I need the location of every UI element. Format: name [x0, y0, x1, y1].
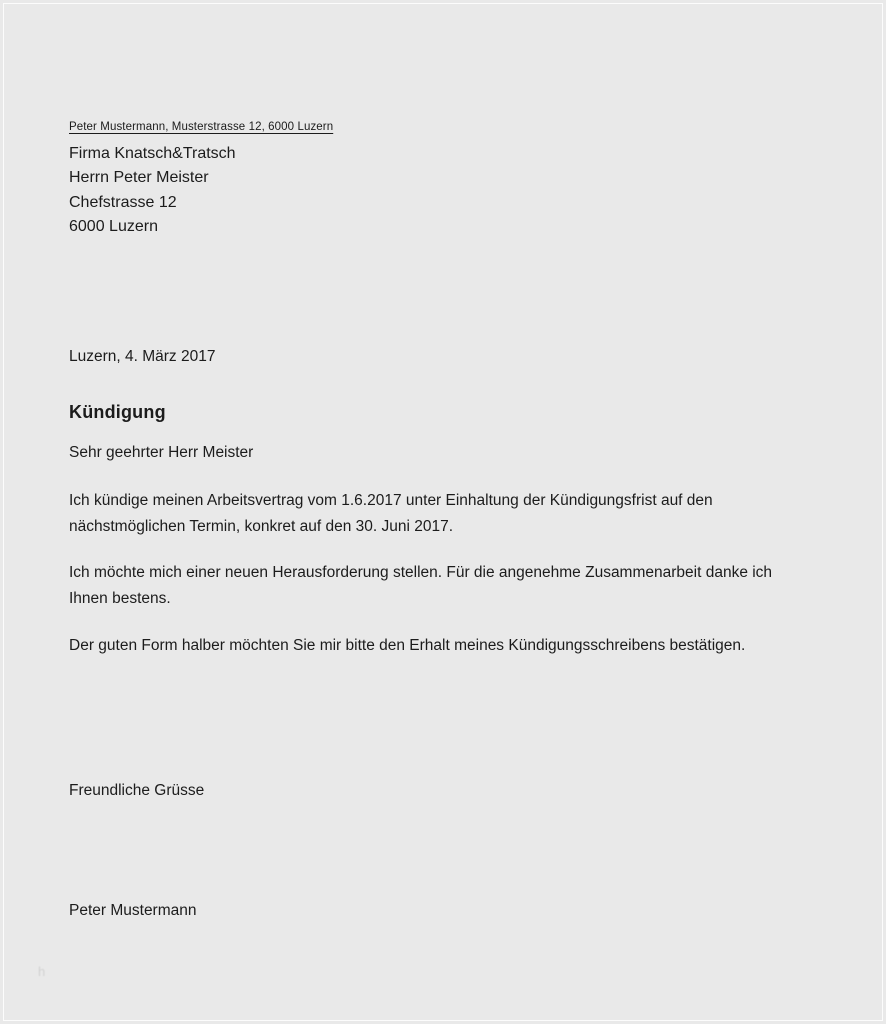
recipient-company: Firma Knatsch&Tratsch	[69, 145, 236, 162]
place-and-date: Luzern, 4. März 2017	[69, 348, 216, 365]
recipient-address-block	[69, 142, 236, 239]
subject-heading: Kündigung	[69, 402, 166, 422]
body-paragraph-confirmation-request: Der guten Form halber möchten Sie mir bitte den Erhalt meines Kündigungsschreibens bestätigen.	[69, 637, 746, 654]
recipient-city: 6000 Luzern	[69, 217, 158, 235]
signature-name: Peter Mustermann	[69, 902, 197, 919]
salutation: Sehr geehrter Herr Meister	[69, 444, 254, 461]
body-paragraph-reason: Ich möchte mich einer neuen Herausforderung stellen. Für die angenehme Zusammenarbeit danke ich Ihnen bestens.	[69, 564, 773, 607]
recipient-name: Herrn Peter Meister	[69, 169, 209, 187]
recipient-street: Chefstrasse 12	[69, 193, 177, 211]
closing-phrase: Freundliche Grüsse	[69, 782, 205, 799]
scan-smudge-artifact: h	[38, 964, 46, 979]
body-paragraph-termination: Ich kündige meinen Arbeitsvertrag vom 1.6.2017 unter Einhaltung der Kündigungsfrist auf den nächstmöglichen Termin, konkret auf den 30. Juni 2017.	[69, 492, 713, 535]
sender-address-line: Peter Mustermann, Musterstrasse 12, 6000 Luzern	[69, 121, 334, 133]
